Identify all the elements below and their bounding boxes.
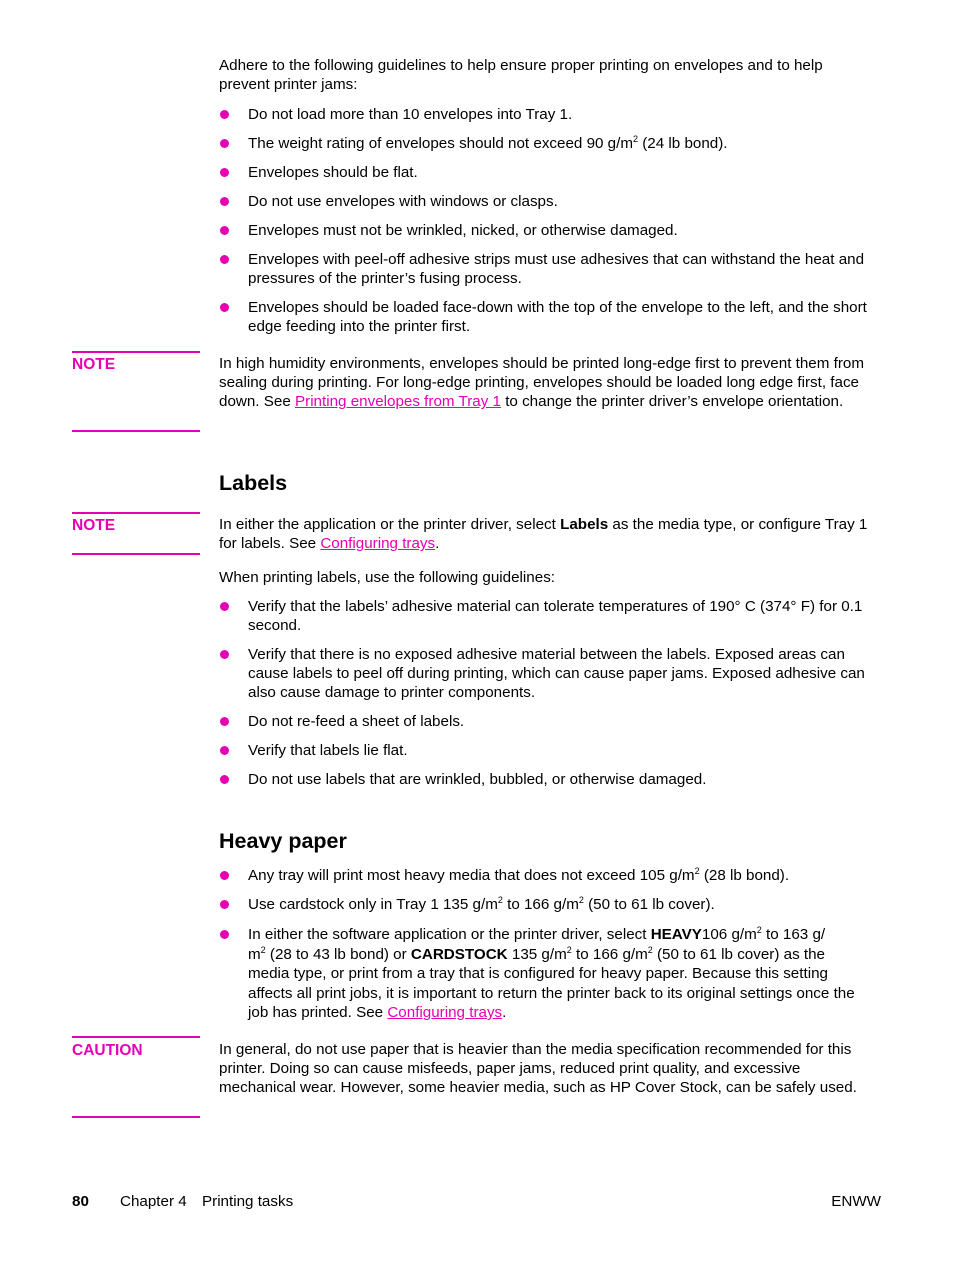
- bullet-icon: [220, 197, 229, 206]
- note-top-rule: [72, 351, 200, 353]
- bullet-icon: [220, 871, 229, 880]
- note-label: NOTE: [72, 356, 116, 373]
- note-bottom-rule: [72, 430, 200, 432]
- list-item: Do not re-feed a sheet of labels.: [248, 713, 465, 730]
- bullet-icon: [220, 717, 229, 726]
- list-item: Envelopes with peel-off adhesive strips must use adhesives that can withstand the heat and pressures of the printer’s fusing process.: [248, 251, 865, 288]
- bullet-icon: [220, 255, 229, 264]
- note-text: In high humidity environments, envelopes should be printed long-edge first to prevent them from sealing during printing. For long-edge printing, envelopes should be loaded long edge first, face down. See Printing envelopes from Tray 1 to change the printer driver’s envelope orientation.: [219, 355, 864, 411]
- bullet-icon: [220, 139, 229, 148]
- caution-top-rule: [72, 1036, 200, 1038]
- bullet-icon: [220, 900, 229, 909]
- note-text: In either the application or the printer driver, select Labels as the media type, or configure Tray 1 for labels. See Configuring trays.: [219, 516, 868, 553]
- list-item: Any tray will print most heavy media that does not exceed 105 $g/m^2$ (28 lb bond).: [248, 866, 790, 884]
- bullet-icon: [220, 746, 229, 755]
- section-heading-labels: Labels: [219, 471, 288, 495]
- list-item: Verify that labels lie flat.: [248, 742, 408, 759]
- bullet-icon: [220, 602, 229, 611]
- footer-right: ENWW: [831, 1193, 881, 1210]
- bullet-icon: [220, 303, 229, 312]
- list-item: Envelopes should be flat.: [248, 164, 418, 181]
- caution-bottom-rule: [72, 1116, 200, 1118]
- footer-chapter: Chapter 4: [120, 1193, 187, 1210]
- bullet-icon: [220, 226, 229, 235]
- list-item: In either the software application or the printer driver, select HEAVY106 $g/m^2$ to 163 g/ $m^2$ (28 to 43 lb bond) or CARDSTOCK 135 $g/m^2$ to 166 $g/m^2$ (50 to 61 lb cover) as the media type, or print from a tray that is configured for heavy paper. Because this setting affects all print jobs, it is important to return the printer back to its original settings once the job has printed. See Configuring trays.: [248, 925, 855, 1021]
- caution-text: In general, do not use paper that is heavier than the media specification recommended for this printer. Doing so can cause misfeeds, paper jams, reduced print quality, and excessive mechanical wear. However, some heavier media, such as HP Cover Stock, can be safely used.: [219, 1041, 857, 1097]
- list-item: Use cardstock only in Tray 1 135 $g/m^2$ to 166 $g/m^2$ (50 to 61 lb cover).: [248, 895, 715, 913]
- list-item: Verify that the labels’ adhesive material can tolerate temperatures of 190° C (374° F) for 0.1 second.: [248, 598, 863, 635]
- list-item: Do not use labels that are wrinkled, bubbled, or otherwise damaged.: [248, 771, 707, 788]
- page-number: 80: [72, 1193, 89, 1210]
- intro-paragraph: Adhere to the following guidelines to help ensure proper printing on envelopes and to help prevent printer jams:: [219, 57, 823, 94]
- printing-envelopes-link[interactable]: Printing envelopes from Tray 1: [295, 393, 501, 411]
- configuring-trays-link[interactable]: Configuring trays: [320, 535, 436, 553]
- bullet-icon: [220, 650, 229, 659]
- bullet-icon: [220, 168, 229, 177]
- bullet-icon: [220, 930, 229, 939]
- list-item: Envelopes must not be wrinkled, nicked, or otherwise damaged.: [248, 222, 678, 239]
- list-item: The weight rating of envelopes should not exceed 90 $g/m^2$ (24 lb bond).: [248, 134, 728, 152]
- list-item: Do not use envelopes with windows or clasps.: [248, 193, 558, 210]
- note-label: NOTE: [72, 517, 116, 534]
- section-heading-heavy-paper: Heavy paper: [219, 829, 347, 853]
- labels-intro: When printing labels, use the following guidelines:: [219, 569, 556, 586]
- configuring-trays-link[interactable]: Configuring trays: [387, 1004, 503, 1021]
- note-top-rule: [72, 512, 200, 514]
- list-item: Do not load more than 10 envelopes into Tray 1.: [248, 106, 573, 123]
- list-item: Envelopes should be loaded face-down with the top of the envelope to the left, and the short edge feeding into the printer first.: [248, 299, 867, 336]
- note-bottom-rule: [72, 553, 200, 555]
- footer-section: Printing tasks: [202, 1193, 294, 1210]
- caution-label: CAUTION: [72, 1042, 143, 1059]
- bullet-icon: [220, 775, 229, 784]
- bullet-icon: [220, 110, 229, 119]
- list-item: Verify that there is no exposed adhesive material between the labels. Exposed areas can cause labels to peel off during printing, which can cause paper jams. Exposed adhesive can also cause damage to printer components.: [248, 646, 865, 702]
